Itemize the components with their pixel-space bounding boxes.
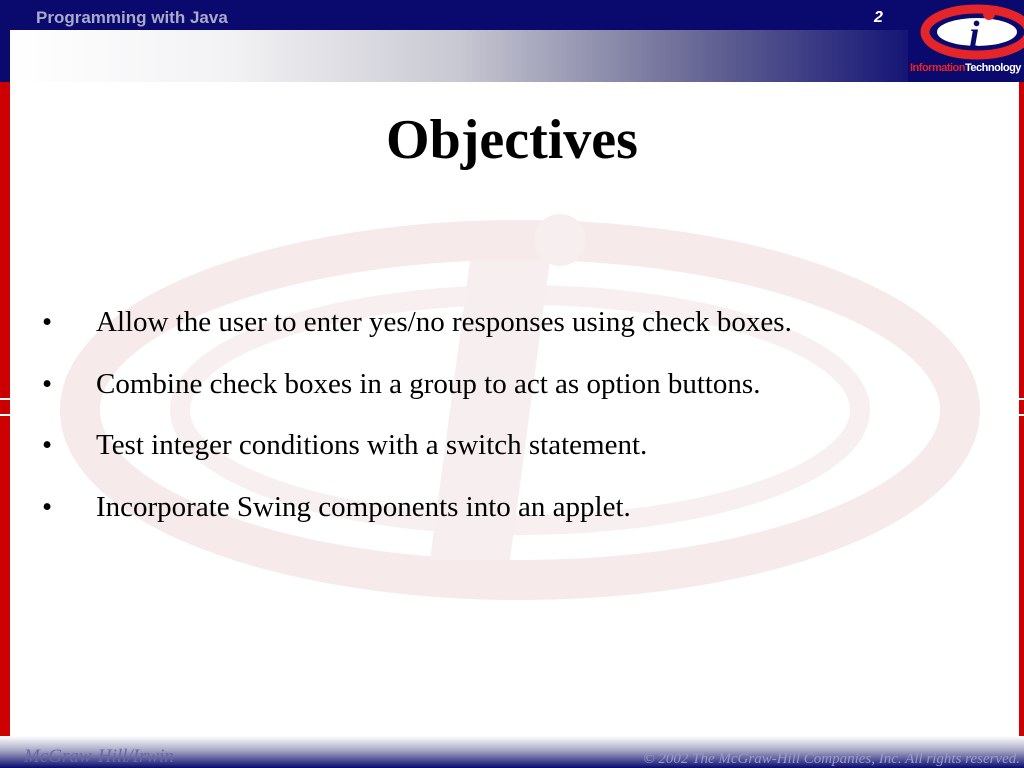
left-divider-mark [0,398,14,400]
bullet-icon: • [42,490,53,523]
header-gradient [10,30,908,82]
objectives-list [40,306,980,552]
right-divider-mark [1016,414,1024,416]
publisher-label: McGraw-Hill/Irwin [24,746,174,767]
course-title: Programming with Java [36,8,228,27]
right-divider-mark [1016,398,1024,400]
list-item [40,429,980,491]
bullet-text: Test integer conditions with a switch statement. [96,429,648,461]
logo-word-information: Information [910,62,965,74]
bullet-text: Allow the user to enter yes/no responses using check boxes. [96,306,792,338]
left-accent-bar [0,82,10,736]
logo-icon [919,3,1024,61]
copyright-notice: © 2002 The McGraw-Hill Companies, Inc. All rights reserved. [643,751,1020,767]
list-item [40,491,980,553]
left-accent-blue [0,0,10,82]
right-accent-bar [1019,82,1024,736]
logo-word-technology: Technology [965,62,1021,74]
slide-number: 2 [874,9,883,26]
bullet-icon: • [42,367,53,400]
bullet-icon: • [42,306,53,338]
bullet-text: Incorporate Swing components into an applet. [96,490,631,523]
bullet-text: Combine check boxes in a group to act as option buttons. [96,367,761,400]
list-item [40,306,980,368]
list-item [40,368,980,430]
slide-title: Objectives [386,109,638,171]
logo-letter: i [969,14,980,56]
left-divider-mark [0,414,14,416]
bullet-icon: • [42,429,53,461]
logo-wordmark [910,62,1021,74]
